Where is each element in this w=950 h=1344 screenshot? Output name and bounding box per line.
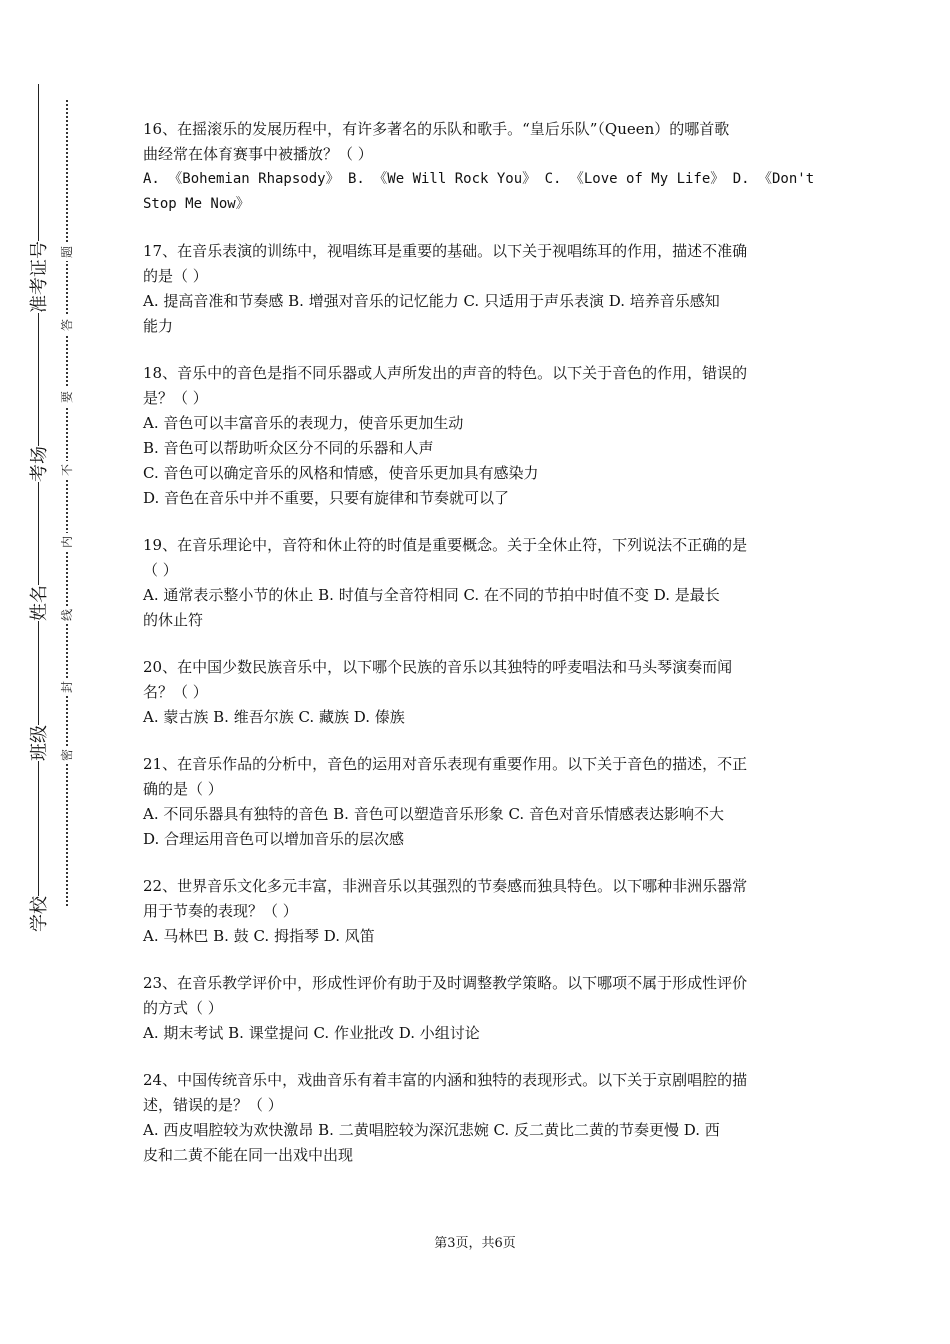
question-stem: 的是（ ） bbox=[143, 267, 208, 285]
binding-solid-line bbox=[38, 84, 39, 906]
question-stem: （ ） bbox=[143, 561, 178, 579]
question-20 bbox=[143, 655, 813, 730]
question-stem: 是？（ ） bbox=[143, 389, 208, 407]
question-stem: 18、音乐中的音色是指不同乐器或人声所发出的声音的特色。以下关于音色的作用，错误的 bbox=[143, 364, 748, 382]
question-options: A. 马林巴 B. 鼓 C. 拇指琴 D. 风笛 bbox=[143, 927, 375, 945]
question-stem: 用于节奏的表现？（ ） bbox=[143, 902, 298, 920]
seal-word-mi: 密 bbox=[60, 746, 74, 764]
exam-number-label: 准考证号 bbox=[29, 241, 50, 313]
question-stem: 19、在音乐理论中，音符和休止符的时值是重要概念。关于全休止符，下列说法不正确的是 bbox=[143, 536, 748, 554]
question-19 bbox=[143, 533, 813, 633]
question-options: Stop Me Now》 bbox=[143, 196, 250, 212]
exam-room-label: 考场 bbox=[29, 446, 50, 482]
seal-word-da: 答 bbox=[60, 316, 74, 334]
question-options: A. 期末考试 B. 课堂提问 C. 作业批改 D. 小组讨论 bbox=[143, 1024, 480, 1042]
name-label: 姓名 bbox=[29, 585, 50, 621]
question-options: 能力 bbox=[143, 317, 174, 335]
question-stem: 21、在音乐作品的分析中，音色的运用对音乐表现有重要作用。以下关于音色的描述，不正 bbox=[143, 755, 748, 773]
question-options: D. 合理运用音色可以增加音乐的层次感 bbox=[143, 830, 405, 848]
question-22 bbox=[143, 874, 813, 949]
question-stem: 曲经常在体育赛事中被播放？（ ） bbox=[143, 145, 373, 163]
seal-word-ti: 题 bbox=[60, 243, 74, 261]
question-options: 皮和二黄不能在同一出戏中出现 bbox=[143, 1146, 354, 1164]
class-label: 班级 bbox=[29, 725, 50, 761]
seal-word-yao: 要 bbox=[60, 388, 74, 406]
seal-word-bu: 不 bbox=[60, 461, 74, 479]
option-d: D. 音色在音乐中并不重要，只要有旋律和节奏就可以了 bbox=[143, 489, 510, 507]
seal-word-feng: 封 bbox=[60, 678, 74, 696]
question-stem: 16、在摇滚乐的发展历程中，有许多著名的乐队和歌手。“皇后乐队”（Queen）的哪首歌 bbox=[143, 120, 730, 138]
question-options: A. 通常表示整小节的休止 B. 时值与全音符相同 C. 在不同的节拍中时值不变 D. 是最长 bbox=[143, 586, 720, 604]
question-stem: 名？（ ） bbox=[143, 683, 208, 701]
school-label: 学校 bbox=[29, 896, 50, 932]
question-options: A. 提高音准和节奏感 B. 增强对音乐的记忆能力 C. 只适用于声乐表演 D. 培养音乐感知 bbox=[143, 292, 720, 310]
question-23 bbox=[143, 971, 813, 1046]
question-options: 的休止符 bbox=[143, 611, 204, 629]
question-options: A. 《Bohemian Rhapsody》 B. 《We Will Rock You》 C. 《Love of My Life》 D. 《Don't bbox=[143, 171, 815, 187]
option-a: A. 音色可以丰富音乐的表现力，使音乐更加生动 bbox=[143, 414, 464, 432]
question-18 bbox=[143, 361, 813, 511]
binding-dotted-line bbox=[66, 100, 68, 906]
question-stem: 的方式（ ） bbox=[143, 999, 223, 1017]
option-c: C. 音色可以确定音乐的风格和情感，使音乐更加具有感染力 bbox=[143, 464, 539, 482]
seal-word-xian: 线 bbox=[60, 606, 74, 624]
seal-word-nei: 内 bbox=[60, 533, 74, 551]
question-list bbox=[143, 117, 813, 1190]
question-options: A. 不同乐器具有独特的音色 B. 音色可以塑造音乐形象 C. 音色对音乐情感表达影响不大 bbox=[143, 805, 724, 823]
question-24 bbox=[143, 1068, 813, 1168]
question-16 bbox=[143, 117, 813, 217]
question-stem: 确的是（ ） bbox=[143, 780, 223, 798]
option-b: B. 音色可以帮助听众区分不同的乐器和人声 bbox=[143, 439, 434, 457]
question-stem: 述，错误的是？（ ） bbox=[143, 1096, 283, 1114]
page-number: 第3页，共6页 bbox=[434, 1236, 516, 1251]
question-17 bbox=[143, 239, 813, 339]
question-options: A. 蒙古族 B. 维吾尔族 C. 藏族 D. 傣族 bbox=[143, 708, 405, 726]
question-options: A. 西皮唱腔较为欢快激昂 B. 二黄唱腔较为深沉悲婉 C. 反二黄比二黄的节奏更慢 D. 西 bbox=[143, 1121, 720, 1139]
question-21 bbox=[143, 752, 813, 852]
question-stem: 23、在音乐教学评价中，形成性评价有助于及时调整教学策略。以下哪项不属于形成性评价 bbox=[143, 974, 748, 992]
question-stem: 22、世界音乐文化多元丰富，非洲音乐以其强烈的节奏感而独具特色。以下哪种非洲乐器常 bbox=[143, 877, 748, 895]
question-stem: 20、在中国少数民族音乐中，以下哪个民族的音乐以其独特的呼麦唱法和马头琴演奏而闻 bbox=[143, 658, 733, 676]
question-stem: 17、在音乐表演的训练中，视唱练耳是重要的基础。以下关于视唱练耳的作用，描述不准确 bbox=[143, 242, 748, 260]
question-stem: 24、中国传统音乐中，戏曲音乐有着丰富的内涵和独特的表现形式。以下关于京剧唱腔的描 bbox=[143, 1071, 748, 1089]
